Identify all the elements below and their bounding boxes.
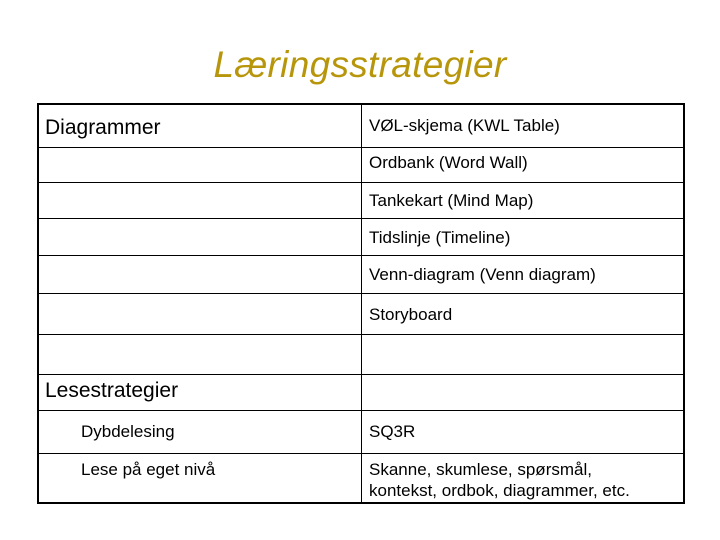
strategy-item: SQ3R <box>369 422 416 441</box>
strategy-item: kontekst, ordbok, diagrammer, etc. <box>369 481 630 500</box>
section-header-diagrammer: Diagrammer <box>45 116 161 139</box>
strategies-table <box>37 103 685 504</box>
row-divider <box>39 147 683 148</box>
row-divider <box>39 334 683 335</box>
strategy-item: Skanne, skumlese, spørsmål, <box>369 460 592 479</box>
section-header-lesestrategier: Lesestrategier <box>45 379 179 402</box>
strategy-item: Lese på eget nivå <box>81 460 216 479</box>
row-divider <box>39 218 683 219</box>
row-divider <box>39 374 683 375</box>
strategy-item: Tankekart (Mind Map) <box>369 191 534 210</box>
strategy-item: Tidslinje (Timeline) <box>369 228 511 247</box>
strategy-item: Venn-diagram (Venn diagram) <box>369 265 596 284</box>
strategy-item: Dybdelesing <box>81 422 175 441</box>
strategy-item: Storyboard <box>369 305 453 324</box>
column-divider <box>361 105 362 502</box>
row-divider <box>39 182 683 183</box>
row-divider <box>39 293 683 294</box>
row-divider <box>39 453 683 454</box>
strategy-item: VØL-skjema (KWL Table) <box>369 116 560 135</box>
page-title: Læringsstrategier <box>213 44 507 85</box>
row-divider <box>39 410 683 411</box>
row-divider <box>39 255 683 256</box>
strategy-item: Ordbank (Word Wall) <box>369 153 528 172</box>
